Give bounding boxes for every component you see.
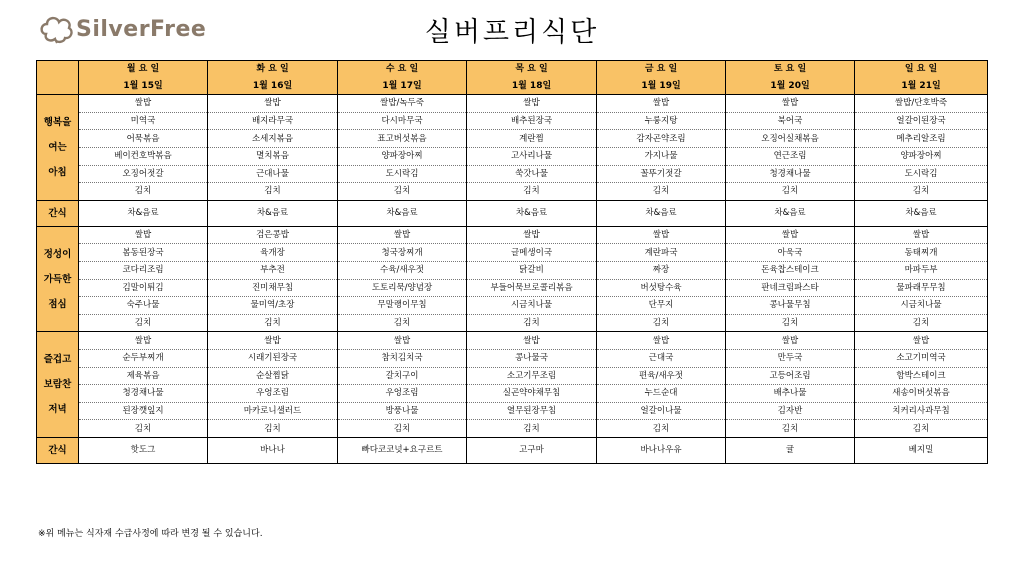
menu-item: 도시락김: [855, 165, 988, 183]
menu-item: 쌀밥: [597, 332, 726, 350]
menu-item: 수육/새우젓: [338, 261, 467, 279]
menu-item: 쌀밥: [467, 95, 597, 113]
menu-item: 쌀밥/단호박죽: [855, 95, 988, 113]
menu-table: [36, 60, 988, 464]
menu-item: 다시마무국: [338, 112, 467, 130]
menu-item: 실곤약야채무침: [467, 385, 597, 403]
menu-item: 배추된장국: [467, 112, 597, 130]
menu-item: 차&음료: [79, 200, 208, 226]
menu-item: 쌀밥: [79, 95, 208, 113]
menu-item: 차&음료: [208, 200, 338, 226]
section-label-line: 여는: [48, 141, 67, 153]
snack-row: [37, 200, 988, 226]
meal-row: [37, 95, 988, 113]
menu-item: 함박스테이크: [855, 367, 988, 385]
menu-item: 소세지볶음: [208, 130, 338, 148]
menu-item: 동태찌개: [855, 244, 988, 262]
section-label-line: 점심: [48, 298, 67, 310]
day-date: 1월 18일: [467, 78, 597, 95]
menu-item: 쌀밥: [79, 226, 208, 244]
menu-item: 버섯탕수육: [597, 279, 726, 297]
menu-item: 쌀밥: [726, 226, 855, 244]
menu-item: 김치: [79, 314, 208, 332]
menu-item: 글메생이국: [467, 244, 597, 262]
menu-item: 치커리사과무침: [855, 402, 988, 420]
menu-item: 계란찜: [467, 130, 597, 148]
menu-item: 김치: [467, 183, 597, 201]
menu-item: 근대나물: [208, 165, 338, 183]
menu-item: 고등어조림: [726, 367, 855, 385]
section-label-line: 보람찬: [43, 379, 72, 391]
meal-row: [37, 261, 988, 279]
menu-item: 김치: [208, 314, 338, 332]
menu-item: 소고기무조림: [467, 367, 597, 385]
meal-row: [37, 314, 988, 332]
menu-item: 된장깻잎지: [79, 402, 208, 420]
meal-row: [37, 367, 988, 385]
menu-item: 차&음료: [855, 200, 988, 226]
menu-item: 김치: [855, 314, 988, 332]
section-label: [37, 95, 79, 201]
menu-item: 오징어실채볶음: [726, 130, 855, 148]
menu-item: 아욱국: [726, 244, 855, 262]
menu-item: 새송이버섯볶음: [855, 385, 988, 403]
meal-row: [37, 385, 988, 403]
day-date: 1월 17일: [338, 78, 467, 95]
menu-item: 바나나우유: [597, 437, 726, 463]
section-label-line: 간식: [48, 207, 67, 219]
menu-item: 김치: [79, 183, 208, 201]
meal-row: [37, 420, 988, 438]
menu-item: 김치: [338, 420, 467, 438]
menu-item: 순두부찌개: [79, 349, 208, 367]
menu-item: 귤: [726, 437, 855, 463]
menu-item: 부들어묵브로콜리볶음: [467, 279, 597, 297]
menu-item: 계란파국: [597, 244, 726, 262]
day-name: 수 요 일: [338, 61, 467, 78]
menu-item: 어묵볶음: [79, 130, 208, 148]
menu-item: 쌀밥/녹두죽: [338, 95, 467, 113]
footnote: ※위 메뉴는 식자재 수급사정에 따라 변경 될 수 있습니다.: [38, 529, 263, 539]
menu-item: 차&음료: [338, 200, 467, 226]
menu-item: 만두국: [726, 349, 855, 367]
menu-item: 시금치나물: [467, 297, 597, 315]
menu-item: 무말랭이무침: [338, 297, 467, 315]
menu-item: 누드순대: [597, 385, 726, 403]
meal-row: [37, 226, 988, 244]
menu-item: 핫도그: [79, 437, 208, 463]
menu-item: 김치: [726, 314, 855, 332]
meal-row: [37, 183, 988, 201]
menu-item: 우엉조림: [208, 385, 338, 403]
logo-text: SilverFree: [76, 16, 207, 42]
menu-item: 돈육찹스테이크: [726, 261, 855, 279]
menu-item: 바나나: [208, 437, 338, 463]
menu-item: 쑥갓나물: [467, 165, 597, 183]
menu-item: 배지라무국: [208, 112, 338, 130]
meal-row: [37, 297, 988, 315]
menu-item: 청국장찌개: [338, 244, 467, 262]
menu-item: 김치: [855, 183, 988, 201]
meal-row: [37, 147, 988, 165]
menu-item: 닭갈비: [467, 261, 597, 279]
section-label-line: 행복을: [43, 116, 72, 128]
menu-item: 검은콩밥: [208, 226, 338, 244]
menu-item: 김자반: [726, 402, 855, 420]
menu-item: 꼴뚜기젓갈: [597, 165, 726, 183]
meal-row: [37, 112, 988, 130]
menu-item: 김치: [597, 314, 726, 332]
menu-item: 부추전: [208, 261, 338, 279]
section-label-line: 간식: [48, 444, 67, 456]
section-label-line: 가득한: [43, 273, 72, 285]
menu-item: 누룽지탕: [597, 112, 726, 130]
section-label: [37, 226, 79, 332]
menu-item: 김치: [208, 420, 338, 438]
menu-item: 물미역/초장: [208, 297, 338, 315]
menu-item: 얼갈이된장국: [855, 112, 988, 130]
menu-item: 편육/새우젓: [597, 367, 726, 385]
menu-item: 쌀밥: [855, 332, 988, 350]
menu-item: 감자곤약조림: [597, 130, 726, 148]
menu-item: 김치: [338, 183, 467, 201]
menu-item: 시래기된장국: [208, 349, 338, 367]
menu-item: 도토리묵/양념장: [338, 279, 467, 297]
menu-item: 우엉조림: [338, 385, 467, 403]
menu-item: 멸치볶음: [208, 147, 338, 165]
menu-item: 물파래무무침: [855, 279, 988, 297]
menu-item: 청경채나물: [726, 165, 855, 183]
meal-row: [37, 165, 988, 183]
menu-item: 김말이튀김: [79, 279, 208, 297]
day-date: 1월 21일: [855, 78, 988, 95]
menu-item: 김치: [467, 420, 597, 438]
day-name: 목 요 일: [467, 61, 597, 78]
menu-item: 방풍나물: [338, 402, 467, 420]
menu-item: 쌀밥: [597, 95, 726, 113]
menu-item: 김치: [208, 183, 338, 201]
menu-item: 마카로니샐러드: [208, 402, 338, 420]
menu-item: 제육볶음: [79, 367, 208, 385]
menu-item: 미역국: [79, 112, 208, 130]
menu-item: 숙주나물: [79, 297, 208, 315]
menu-item: 김치: [726, 420, 855, 438]
day-name: 토 요 일: [726, 61, 855, 78]
day-name: 금 요 일: [597, 61, 726, 78]
menu-item: 고사리나물: [467, 147, 597, 165]
menu-item: 도시락김: [338, 165, 467, 183]
menu-item: 배추나물: [726, 385, 855, 403]
header-date-row: [37, 78, 988, 95]
menu-item: 쌀밥: [79, 332, 208, 350]
snack-row: [37, 437, 988, 463]
menu-item: 양파장아찌: [855, 147, 988, 165]
menu-item: 순살찜닭: [208, 367, 338, 385]
section-label-line: 저녁: [48, 404, 67, 416]
menu-item: 쌀밥: [726, 95, 855, 113]
day-date: 1월 16일: [208, 78, 338, 95]
header-corner: [37, 61, 79, 95]
menu-item: 쌀밥: [726, 332, 855, 350]
menu-item: 가지나물: [597, 147, 726, 165]
menu-item: 육개장: [208, 244, 338, 262]
menu-item: 코다리조림: [79, 261, 208, 279]
menu-item: 김치: [79, 420, 208, 438]
menu-item: 봄동된장국: [79, 244, 208, 262]
menu-item: 김치: [467, 314, 597, 332]
day-name: 월 요 일: [79, 61, 208, 78]
day-name: 화 요 일: [208, 61, 338, 78]
menu-item: 진미채무침: [208, 279, 338, 297]
section-label: [37, 332, 79, 438]
menu-item: 콩나물국: [467, 349, 597, 367]
menu-item: 김치: [338, 314, 467, 332]
meal-row: [37, 402, 988, 420]
page-title: 실버프리식단: [424, 17, 600, 48]
day-date: 1월 15일: [79, 78, 208, 95]
day-date: 1월 19일: [597, 78, 726, 95]
menu-item: 차&음료: [597, 200, 726, 226]
day-date: 1월 20일: [726, 78, 855, 95]
menu-item: 김치: [597, 420, 726, 438]
menu-item: 쌀밥: [467, 226, 597, 244]
menu-item: 쌀밥: [338, 226, 467, 244]
menu-item: 차&음료: [726, 200, 855, 226]
menu-item: 쌀밥: [855, 226, 988, 244]
menu-item: 차&음료: [467, 200, 597, 226]
meal-row: [37, 332, 988, 350]
menu-item: 양파장아찌: [338, 147, 467, 165]
menu-item: 쌀밥: [208, 332, 338, 350]
menu-item: 쌀밥: [338, 332, 467, 350]
menu-item: 메추리알조림: [855, 130, 988, 148]
menu-item: 열무된장무침: [467, 402, 597, 420]
menu-item: 쌀밥: [597, 226, 726, 244]
menu-item: 오징어젓갈: [79, 165, 208, 183]
menu-item: 갈치구이: [338, 367, 467, 385]
menu-item: 얼갈이나물: [597, 402, 726, 420]
menu-item: 근대국: [597, 349, 726, 367]
menu-item: 김치: [726, 183, 855, 201]
menu-item: 표고버섯볶음: [338, 130, 467, 148]
menu-item: 김치: [855, 420, 988, 438]
menu-item: 단무지: [597, 297, 726, 315]
menu-item: 시금치나물: [855, 297, 988, 315]
menu-item: 판네크림파스타: [726, 279, 855, 297]
section-label: [37, 200, 79, 226]
day-name: 일 요 일: [855, 61, 988, 78]
menu-item: 북어국: [726, 112, 855, 130]
menu-item: 쌀밥: [467, 332, 597, 350]
menu-item: 김치: [597, 183, 726, 201]
section-label-line: 아침: [48, 166, 67, 178]
menu-item: 연근조림: [726, 147, 855, 165]
section-label: [37, 437, 79, 463]
meal-row: [37, 130, 988, 148]
meal-row: [37, 349, 988, 367]
menu-item: 빠다코코넛+요구르트: [338, 437, 467, 463]
header-day-row: [37, 61, 988, 78]
meal-row: [37, 244, 988, 262]
menu-item: 소고기미역국: [855, 349, 988, 367]
menu-item: 참치김치국: [338, 349, 467, 367]
menu-item: 청경채나물: [79, 385, 208, 403]
menu-item: 베지밀: [855, 437, 988, 463]
menu-item: 콩나물무침: [726, 297, 855, 315]
menu-item: 마파두부: [855, 261, 988, 279]
menu-item: 베이컨호박볶음: [79, 147, 208, 165]
menu-item: 쌀밥: [208, 95, 338, 113]
menu-item: 짜장: [597, 261, 726, 279]
section-label-line: 즐겁고: [43, 354, 72, 366]
meal-row: [37, 279, 988, 297]
section-label-line: 정성이: [43, 248, 72, 260]
menu-item: 고구마: [467, 437, 597, 463]
